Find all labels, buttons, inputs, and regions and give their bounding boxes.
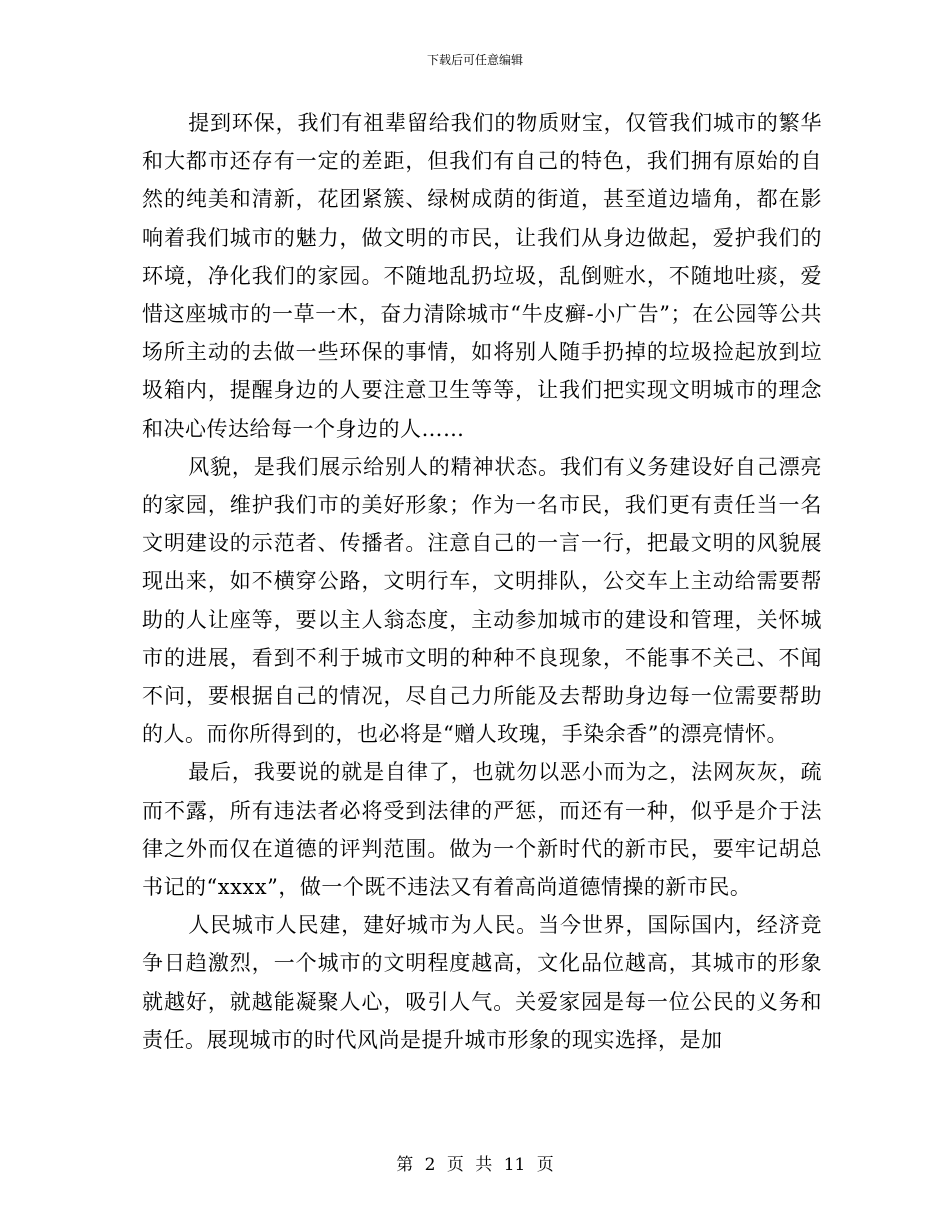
page-number: 第 2 页 共 11 页 xyxy=(396,1155,554,1175)
document-body xyxy=(142,104,822,1059)
paragraph-appearance: 风貌，是我们展示给别人的精神状态。我们有义务建设好自己漂亮的家园，维护我们市的美好形象；作为一名市民，我们更有责任当一名文明建设的示范者、传播者。注意自己的一言一行，把最文明的风貌展现出来，如不横穿公路，文明行车，文明排队，公交车上主动给需要帮助的人让座等，要以主人翁态度，主动参加城市的建设和管理，关怀城市的进展，看到不利于城市文明的种种不良现象，不能事不关己、不闻不问，要根据自己的情况，尽自己力所能及去帮助身边每一位需要帮助的人。而你所得到的，也必将是“赠人玫瑰，手染余香”的漂亮情怀。 xyxy=(142,454,822,747)
header-note: 下载后可任意编辑 xyxy=(426,53,523,67)
paragraph-city-building: 人民城市人民建，建好城市为人民。当今世界，国际国内，经济竞争日趋激烈，一个城市的文明程度越高，文化品位越高，其城市的形象就越好，就越能凝聚人心，吸引人气。关爱家园是每一位公民的义务和责任。展现城市的时代风尚是提升城市形象的现实选择，是加 xyxy=(142,913,822,1052)
page-header xyxy=(0,52,950,68)
paragraph-environment: 提到环保，我们有祖辈留给我们的物质财宝，仅管我们城市的繁华和大都市还存有一定的差距，但我们有自己的特色，我们拥有原始的自然的纯美和清新，花团紧簇、绿树成荫的街道，甚至道边墙角，都在影响着我们城市的魅力，做文明的市民，让我们从身边做起，爱护我们的环境，净化我们的家园。不随地乱扔垃圾，乱倒赃水，不随地吐痰，爱惜这座城市的一草一木，奋力清除城市“牛皮癣-小广告”；在公园等公共场所主动的去做一些环保的事情，如将别人随手扔掉的垃圾捡起放到垃圾箱内，提醒身边的人要注意卫生等等，让我们把实现文明城市的理念和决心传达给每一个身边的人…… xyxy=(142,111,822,441)
page-footer xyxy=(0,1154,950,1176)
paragraph-self-discipline: 最后，我要说的就是自律了，也就勿以恶小而为之，法网灰灰，疏而不露，所有违法者必将受到法律的严惩，而还有一种，似乎是介于法律之外而仅在道德的评判范围。做为一个新时代的新市民，要牢记胡总书记的“xxxx”，做一个既不违法又有着高尚道德情操的新市民。 xyxy=(142,760,822,900)
